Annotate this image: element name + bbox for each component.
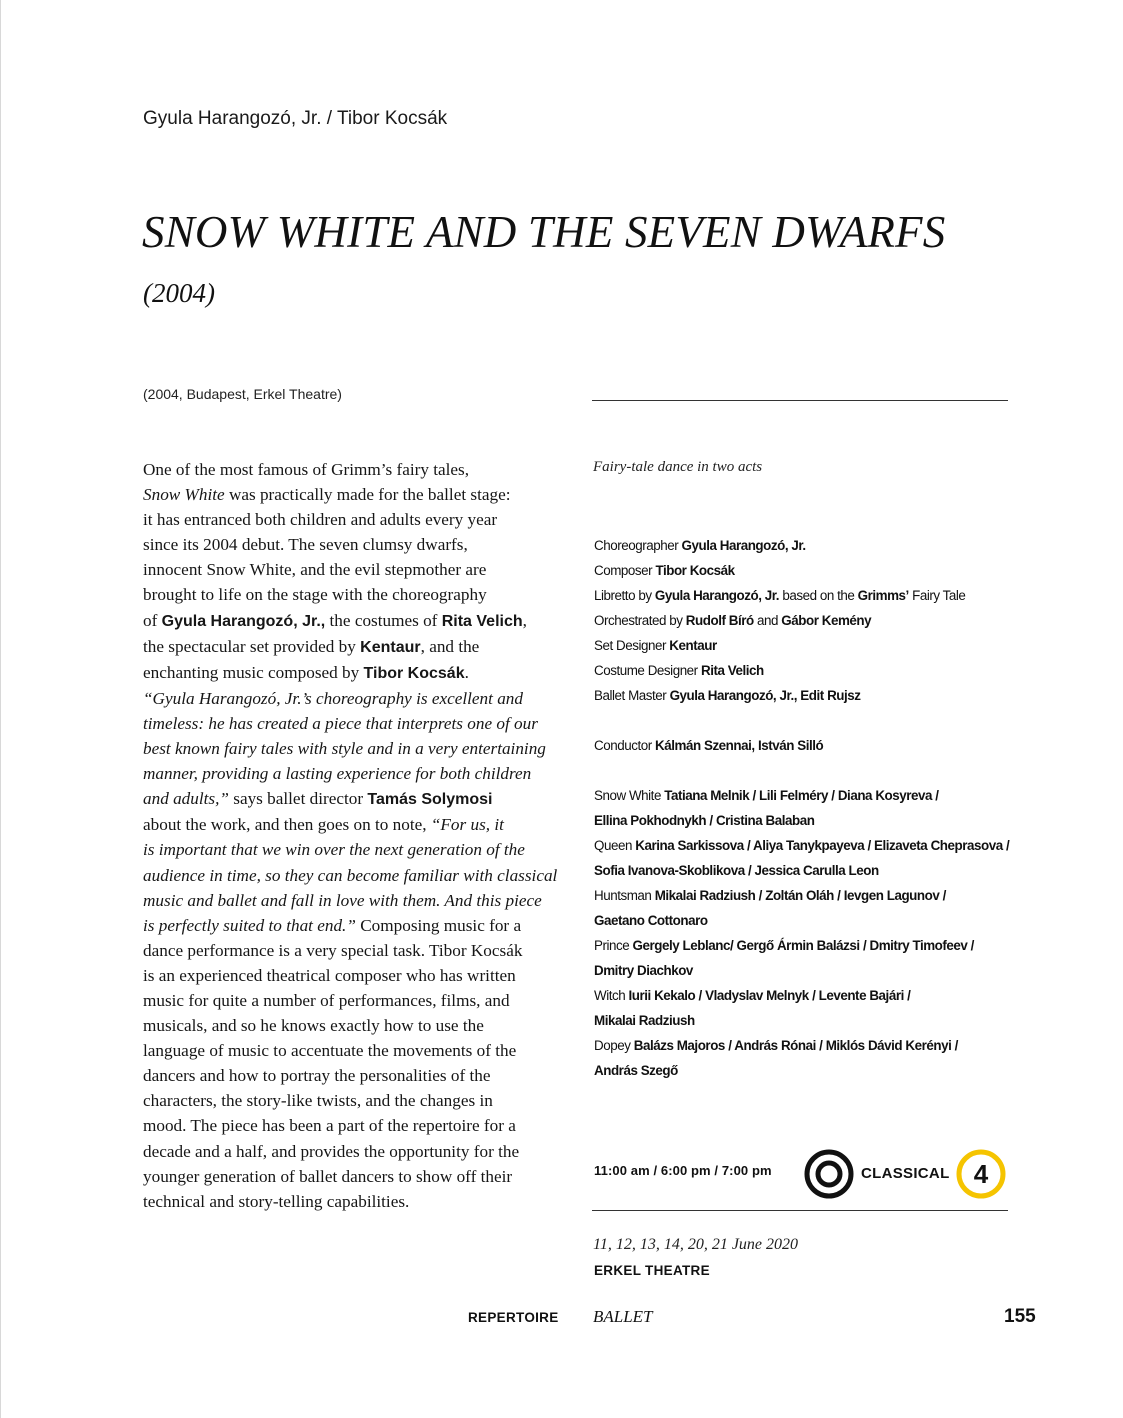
credit-row — [594, 1058, 1024, 1083]
emphasis-text: Iurii Kekalo / Vladyslav Melnyk / Levente Bajári / — [628, 988, 911, 1003]
credit-row — [594, 933, 1024, 958]
emphasis-text: Mikalai Radziush — [594, 1013, 695, 1028]
performance-dates: 11, 12, 13, 14, 20, 21 June 2020 — [593, 1236, 799, 1253]
author-line: Gyula Harangozó, Jr. / Tibor Kocsák — [143, 108, 448, 129]
italic-text: and adults,” — [143, 789, 229, 809]
emphasis-text: Ellina Pokhodnykh / Cristina Balaban — [594, 813, 815, 828]
emphasis-text: Kentaur — [669, 638, 717, 653]
text-run: Huntsman — [594, 888, 655, 903]
text-run: Choreographer — [594, 538, 682, 553]
performance-times: 11:00 am / 6:00 pm / 7:00 pm — [594, 1163, 772, 1178]
body-line — [143, 1088, 573, 1113]
text-run: about the work, and then goes on to note, — [143, 815, 431, 835]
credit-row — [594, 983, 1024, 1008]
body-line — [143, 1013, 573, 1038]
body-line — [143, 863, 573, 888]
credit-row — [594, 733, 1024, 758]
body-line — [143, 660, 573, 686]
description-text — [143, 457, 573, 1214]
text-run: music for quite a number of performances, films, and — [143, 990, 510, 1010]
text-run: is an experienced theatrical composer who has written — [143, 965, 516, 985]
credit-row — [594, 958, 1024, 983]
footer-section: REPERTOIRE — [468, 1310, 559, 1325]
text-run: the spectacular set provided by — [143, 636, 361, 656]
text-run: Composer — [594, 563, 656, 578]
italic-text: Snow White — [143, 485, 225, 505]
emphasis-text: András Szegő — [594, 1063, 678, 1078]
text-run: musicals, and so he knows exactly how to use the — [143, 1016, 484, 1036]
body-line — [143, 482, 573, 507]
text-run: One of the most famous of Grimm’s fairy tales, — [143, 460, 470, 479]
text-run: language of music to accentuate the movements of the — [143, 1041, 517, 1061]
text-run: Ballet Master — [594, 688, 670, 703]
venue-name: ERKEL THEATRE — [594, 1263, 710, 1278]
emphasis-text: Tamás Solymosi — [367, 791, 493, 809]
credit-row — [594, 658, 1024, 683]
emphasis-text: Gyula Harangozó, Jr., — [161, 612, 326, 630]
body-line — [143, 1063, 573, 1088]
italic-text: is perfectly suited to that end.” — [143, 915, 356, 935]
emphasis-text: Karina Sarkissova / Aliya Tanykpayeva / Elizaveta Cheprasova / — [635, 838, 1010, 853]
body-line — [143, 1113, 573, 1138]
body-line — [143, 761, 573, 786]
emphasis-text: Gábor Kemény — [781, 613, 872, 628]
text-run: technical and story-telling capabilities. — [143, 1191, 410, 1211]
body-line — [143, 1139, 573, 1164]
emphasis-text: Sofia Ivanova-Skoblikova / Jessica Carulla Leon — [594, 863, 879, 878]
credit-row — [594, 608, 1024, 633]
body-line — [143, 938, 573, 963]
emphasis-text: Gyula Harangozó, Jr., Edit Rujsz — [669, 688, 861, 703]
credit-row — [594, 858, 1024, 883]
emphasis-text: Rita Velich — [441, 612, 523, 630]
body-line — [143, 686, 573, 711]
text-run: and — [753, 613, 782, 628]
text-run: it has entranced both children and adults every year — [143, 510, 498, 530]
italic-text: manner, providing a lasting experience for both children — [143, 764, 532, 784]
text-run: Prince — [594, 938, 633, 953]
text-run: characters, the story-like twists, and the changes in — [143, 1091, 493, 1111]
emphasis-text: Grimms’ — [857, 588, 909, 603]
target-icon — [804, 1149, 854, 1199]
credit-row — [594, 533, 1024, 558]
text-run: Set Designer — [594, 638, 670, 653]
italic-text: best known fairy tales with style and in a very entertaining — [143, 739, 546, 759]
text-run: enchanting music composed by — [143, 662, 364, 682]
text-run: dance performance is a very special task. Tibor Kocsák — [143, 940, 523, 960]
text-run: , and the — [420, 636, 480, 656]
work-subtitle: Fairy-tale dance in two acts — [593, 459, 763, 475]
emphasis-text: Kentaur — [360, 638, 421, 656]
credit-row — [594, 808, 1024, 833]
text-run: Snow White — [594, 788, 665, 803]
text-run: Orchestrated by — [594, 613, 686, 628]
credit-row — [594, 558, 1024, 583]
italic-text: “For us, it — [430, 815, 504, 835]
emphasis-text: Balázs Majoros / András Rónai / Miklós Dávid Kerényi / — [633, 1038, 958, 1053]
body-line — [143, 988, 573, 1013]
body-line — [143, 557, 573, 582]
body-line — [143, 1038, 573, 1063]
credit-row — [594, 1008, 1024, 1033]
emphasis-text: Gyula Harangozó, Jr. — [654, 588, 780, 603]
text-run: Composing music for a — [355, 915, 522, 935]
body-line — [143, 812, 573, 837]
credit-row — [594, 583, 1024, 608]
text-run: brought to life on the stage with the choreography — [143, 585, 487, 605]
emphasis-text: Rudolf Bíró — [685, 613, 754, 628]
text-run: mood. The piece has been a part of the repertoire for a — [143, 1116, 516, 1136]
text-run: based on the — [779, 588, 858, 603]
text-run: the costumes of — [325, 610, 442, 630]
emphasis-text: Kálmán Szennai, István Silló — [655, 738, 824, 753]
text-run: Conductor — [594, 738, 656, 753]
credit-row — [594, 883, 1024, 908]
text-run: younger generation of ballet dancers to show off their — [143, 1166, 513, 1186]
italic-text: is important that we win over the next generation of the — [143, 840, 525, 860]
body-line — [143, 608, 573, 634]
body-line — [143, 634, 573, 660]
credit-row — [594, 633, 1024, 658]
text-run: was practically made for the ballet stage: — [224, 485, 511, 505]
italic-text: music and ballet and fall in love with them. And this piece — [143, 890, 542, 910]
body-line — [143, 711, 573, 736]
text-run: Witch — [594, 988, 629, 1003]
page-number: 155 — [1004, 1306, 1036, 1327]
body-line — [143, 457, 573, 482]
text-run: Queen — [594, 838, 636, 853]
credit-row — [594, 758, 1024, 783]
body-line — [143, 888, 573, 913]
text-run: , — [522, 610, 527, 630]
body-line — [143, 837, 573, 862]
age-rating-value: 4 — [973, 1159, 989, 1189]
page-title: SNOW WHITE AND THE SEVEN DWARFS — [142, 207, 946, 257]
category-label: CLASSICAL — [861, 1165, 950, 1182]
text-run: dancers and how to portray the personalities of the — [143, 1066, 491, 1086]
body-line — [143, 1164, 573, 1189]
body-line — [143, 507, 573, 532]
text-run: says ballet director — [228, 789, 368, 809]
page-edge — [0, 0, 1, 1418]
emphasis-text: Tibor Kocsák — [655, 563, 735, 578]
italic-text: timeless: he has created a piece that interprets one of our — [143, 713, 538, 733]
emphasis-text: Tatiana Melnik / Lili Felméry / Diana Kosyreva / — [664, 788, 939, 803]
text-run: Costume Designer — [594, 663, 701, 678]
body-line — [143, 786, 573, 812]
age-rating-badge — [956, 1149, 1006, 1199]
premiere-info: (2004, Budapest, Erkel Theatre) — [143, 386, 342, 402]
credits-list — [594, 533, 1024, 1083]
credit-row — [594, 908, 1024, 933]
text-run: Dopey — [594, 1038, 634, 1053]
emphasis-text: Dmitry Diachkov — [594, 963, 693, 978]
body-line — [143, 736, 573, 761]
footer-category: BALLET — [593, 1307, 653, 1326]
credit-row — [594, 1033, 1024, 1058]
credit-row — [594, 683, 1024, 708]
credit-row — [594, 833, 1024, 858]
credit-row — [594, 783, 1024, 808]
text-run: innocent Snow White, and the evil stepmother are — [143, 560, 487, 580]
production-year: (2004) — [143, 278, 215, 308]
text-run: . — [464, 662, 469, 682]
text-run: Fairy Tale — [908, 588, 966, 603]
emphasis-text: Gyula Harangozó, Jr. — [681, 538, 806, 553]
divider-top — [592, 400, 1008, 401]
text-run: Libretto by — [594, 588, 655, 603]
emphasis-text: Gaetano Cottonaro — [594, 913, 708, 928]
italic-text: “Gyula Harangozó, Jr.’s choreography is excellent and — [143, 688, 523, 708]
body-line — [143, 582, 573, 607]
body-line — [143, 913, 573, 938]
body-line — [143, 532, 573, 557]
text-run: of — [143, 610, 162, 630]
text-run: since its 2004 debut. The seven clumsy dwarfs, — [143, 535, 468, 555]
text-run: decade and a half, and provides the opportunity for the — [143, 1141, 520, 1161]
divider-bottom — [592, 1210, 1008, 1211]
credit-row — [594, 708, 1024, 733]
emphasis-text: Mikalai Radziush / Zoltán Oláh / Ievgen Lagunov / — [654, 888, 946, 903]
emphasis-text: Rita Velich — [700, 663, 764, 678]
body-line — [143, 963, 573, 988]
body-line — [143, 1189, 573, 1214]
emphasis-text: Tibor Kocsák — [363, 664, 465, 682]
italic-text: audience in time, so they can become familiar with classical — [143, 865, 558, 885]
emphasis-text: Gergely Leblanc/ Gergő Ármin Balázsi / Dmitry Timofeev / — [632, 938, 974, 953]
